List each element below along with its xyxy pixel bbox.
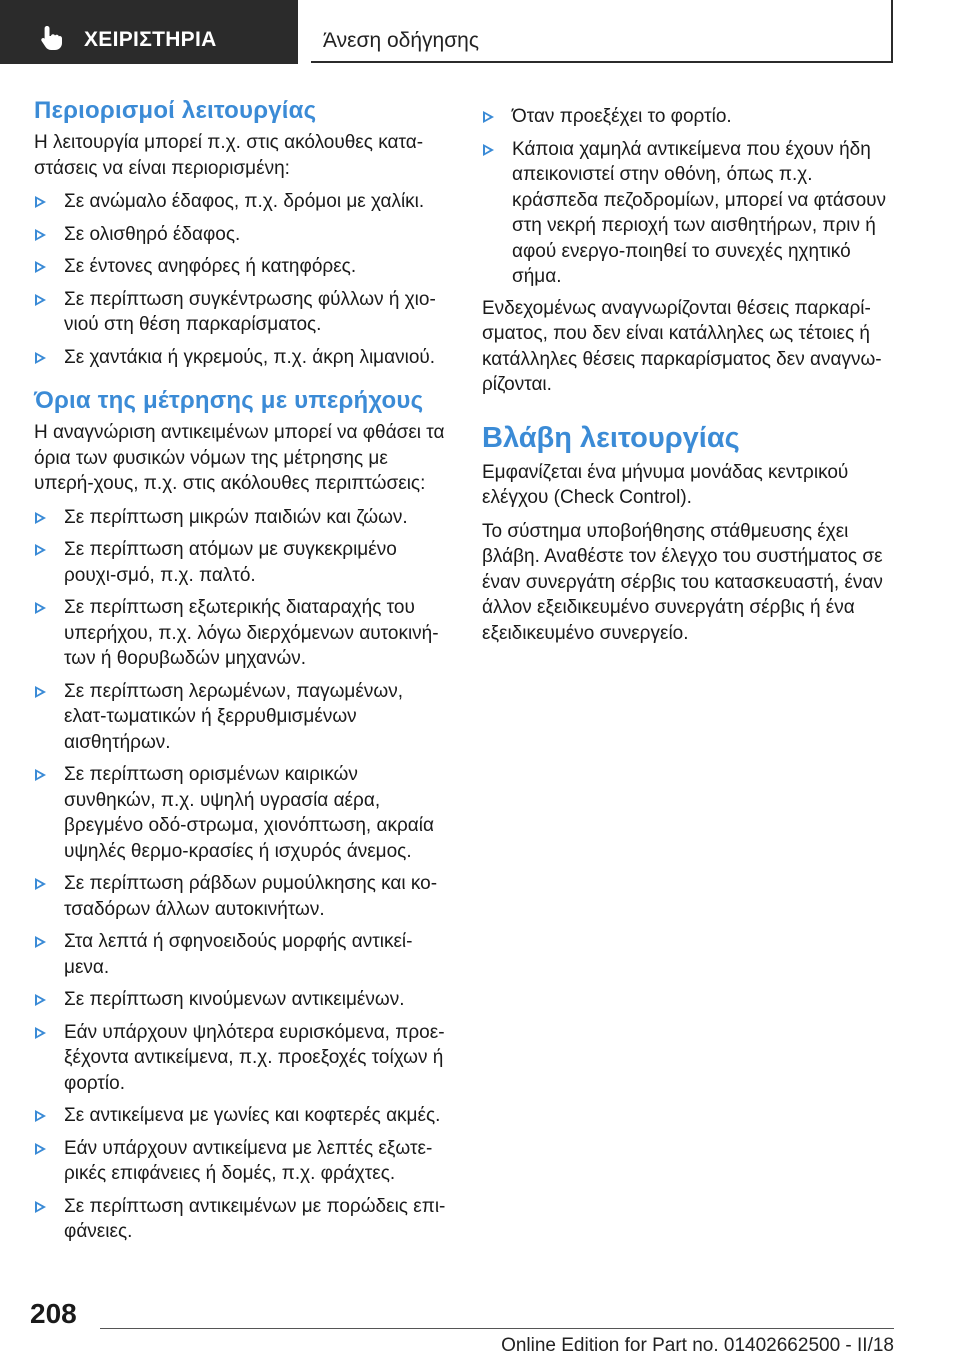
- paragraph-function-limits: Η λειτουργία μπορεί π.χ. στις ακόλουθες κατα-στάσεις να είναι περιορισμένη:: [34, 132, 424, 179]
- triangle-bullet-icon: [35, 878, 46, 890]
- list-item: Σε περίπτωση εξωτερικής διαταραχής του υπερήχου, π.χ. λόγω διερχόμενων αυτοκινή-των ή θορυβωδών μηχανών.: [34, 595, 450, 672]
- list-item: Εάν υπάρχουν αντικείμενα με λεπτές εξωτε-ρικές επιφάνειες ή δομές, π.χ. φράχτες.: [34, 1136, 450, 1187]
- triangle-bullet-icon: [35, 936, 46, 948]
- heading-malfunction: Βλάβη λειτουργίας: [482, 421, 740, 454]
- ultrasonic-list-continued: [482, 104, 894, 290]
- triangle-bullet-icon: [35, 261, 46, 273]
- paragraph-ultrasonic-limits: Η αναγνώριση αντικειμένων μπορεί να φθάσει τα όρια των φυσικών νόμων της μέτρησης με υπερή-χους, π.χ. στις ακόλουθες περιπτώσεις:: [34, 422, 445, 494]
- triangle-bullet-icon: [483, 144, 494, 156]
- page-number: 208: [30, 1298, 77, 1329]
- list-item: Σε χαντάκια ή γκρεμούς, π.χ. άκρη λιμανιού.: [34, 345, 450, 371]
- paragraph-check-control: Εμφανίζεται ένα μήνυμα μονάδας κεντρικού ελέγχου (Check Control).: [482, 461, 849, 508]
- triangle-bullet-icon: [35, 769, 46, 781]
- triangle-bullet-icon: [35, 294, 46, 306]
- heading-ultrasonic-limits: Όρια της μέτρησης με υπερήχους: [34, 387, 424, 414]
- triangle-bullet-icon: [483, 111, 494, 123]
- list-item: Σε περίπτωση λερωμένων, παγωμένων, ελατ-τωματικών ή ξερρυθμισμένων αισθητήρων.: [34, 679, 450, 756]
- edition-info: Online Edition for Part no. 01402662500 - II/18: [501, 1335, 894, 1356]
- triangle-bullet-icon: [35, 994, 46, 1006]
- chapter-tab[interactable]: [0, 0, 298, 64]
- list-item: Εάν υπάρχουν ψηλότερα ευρισκόμενα, προε-ξέχοντα αντικείμενα, π.χ. προεξοχές τοίχων ή φορτίο.: [34, 1020, 450, 1097]
- list-item: Κάποια χαμηλά αντικείμενα που έχουν ήδη απεικονιστεί στην οθόνη, όπως π.χ. κράσπεδα πεζοδρομίων, μπορεί να φτάσουν στη νεκρή περιοχή των αισθητήρων, πριν ή αφού ενεργο-ποιηθεί το συνεχές ηχητικό σήμα.: [482, 137, 894, 290]
- list-item: Σε περίπτωση κινούμενων αντικειμένων.: [34, 987, 450, 1013]
- list-item: Σε έντονες ανηφόρες ή κατηφόρες.: [34, 254, 450, 280]
- list-item: Σε περίπτωση ατόμων με συγκεκριμένο ρουχι-σμό, π.χ. παλτό.: [34, 537, 450, 588]
- list-item: Σε περίπτωση ράβδων ρυμούλκησης και κο-τσαδόρων άλλων αυτοκινήτων.: [34, 871, 450, 922]
- list-item: Σε περίπτωση μικρών παιδιών και ζώων.: [34, 505, 450, 531]
- section-tab[interactable]: [311, 0, 893, 63]
- list-item: Σε περίπτωση συγκέντρωσης φύλλων ή χιο-νιού στη θέση παρκαρίσματος.: [34, 287, 450, 338]
- list-item: Σε αντικείμενα με γωνίες και κοφτερές ακμές.: [34, 1103, 450, 1129]
- list-item: Στα λεπτά ή σφηνοειδούς μορφής αντικεί-μενα.: [34, 929, 450, 980]
- right-column: [482, 96, 894, 646]
- triangle-bullet-icon: [35, 686, 46, 698]
- list-item: Σε ολισθηρό έδαφος.: [34, 222, 450, 248]
- pointing-hand-icon: [38, 24, 66, 52]
- paragraph-service: Το σύστημα υποβοήθησης στάθμευσης έχει βλάβη. Αναθέστε τον έλεγχο του συστήματος σε έναν συνεργάτη σέρβις του κατασκευαστή, έναν άλλον εξειδικευμένο συνεργάτη σέρβις ή ένα εξειδικευμένο συνεργείο.: [482, 520, 883, 644]
- list-item: Σε περίπτωση ορισμένων καιρικών συνθηκών, π.χ. υψηλή υγρασία αέρα, βρεγμένο οδό-στρωμα, χιονόπτωση, ακραία υψηλές θερμο-κρασίες ή ισχυρός άνεμος.: [34, 762, 450, 864]
- triangle-bullet-icon: [35, 512, 46, 524]
- list-item: Όταν προεξέχει το φορτίο.: [482, 104, 894, 130]
- ultrasonic-list: [34, 505, 450, 1245]
- list-item: Σε ανώμαλο έδαφος, π.χ. δρόμοι με χαλίκι.: [34, 189, 450, 215]
- section-label: Άνεση οδήγησης: [323, 29, 479, 52]
- page-header: [0, 0, 960, 66]
- triangle-bullet-icon: [35, 352, 46, 364]
- paragraph-parking-spaces: Ενδεχομένως αναγνωρίζονται θέσεις παρκαρί-σματος, που δεν είναι κατάλληλες ως τέτοιες ή κατάλληλες θέσεις παρκαρίσματος δεν αναγνω-ρίζονται.: [482, 297, 882, 395]
- triangle-bullet-icon: [35, 196, 46, 208]
- triangle-bullet-icon: [35, 1143, 46, 1155]
- triangle-bullet-icon: [35, 1110, 46, 1122]
- triangle-bullet-icon: [35, 229, 46, 241]
- heading-function-limits: Περιορισμοί λειτουργίας: [34, 97, 317, 124]
- triangle-bullet-icon: [35, 544, 46, 556]
- triangle-bullet-icon: [35, 1027, 46, 1039]
- limits-list: [34, 189, 450, 370]
- chapter-label: ΧΕΙΡΙΣΤΗΡΙΑ: [84, 28, 217, 51]
- triangle-bullet-icon: [35, 1201, 46, 1213]
- left-column: [34, 96, 450, 1245]
- footer-divider: [100, 1328, 894, 1329]
- list-item: Σε περίπτωση αντικειμένων με πορώδεις επι-φάνειες.: [34, 1194, 450, 1245]
- triangle-bullet-icon: [35, 602, 46, 614]
